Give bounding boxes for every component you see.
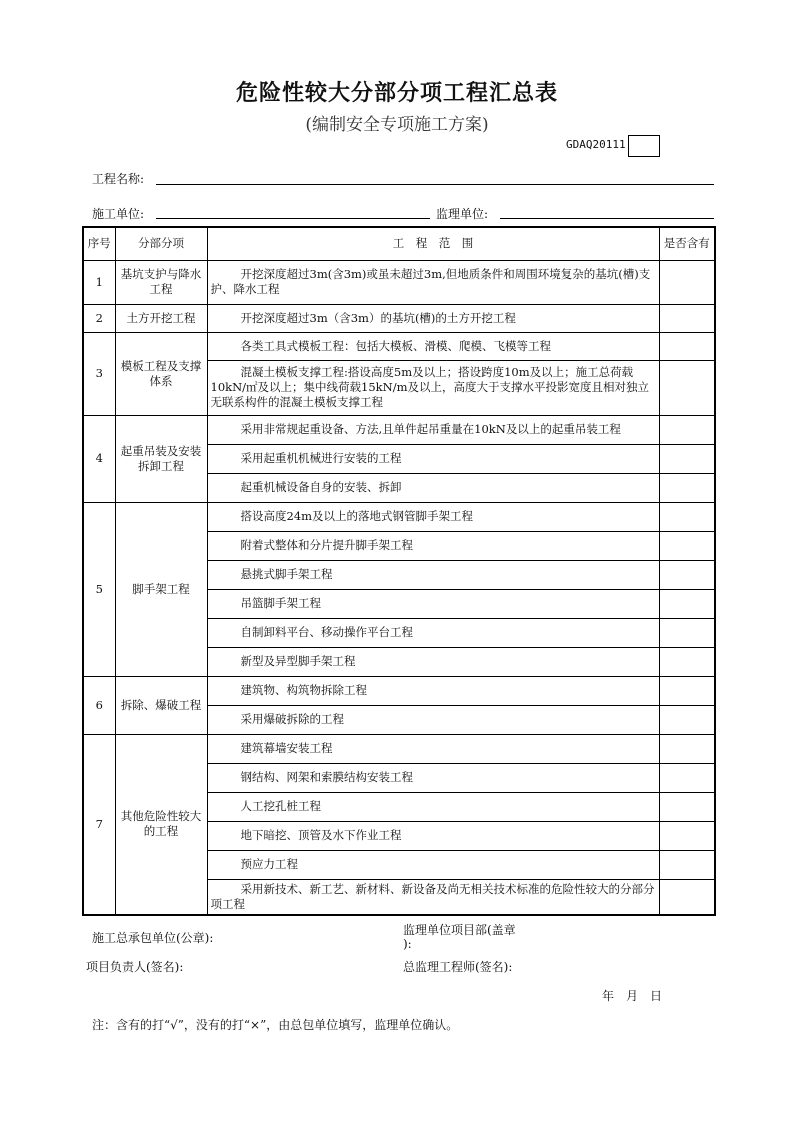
row-seq: 5 bbox=[83, 502, 115, 676]
row-scope: 采用起重机机械进行安装的工程 bbox=[207, 444, 659, 473]
row-scope: 附着式整体和分片提升脚手架工程 bbox=[207, 531, 659, 560]
included-checkbox-cell[interactable] bbox=[659, 676, 715, 705]
row-scope: 搭设高度24m及以上的落地式钢管脚手架工程 bbox=[207, 502, 659, 531]
row-seq: 6 bbox=[83, 676, 115, 734]
included-checkbox-cell[interactable] bbox=[659, 473, 715, 502]
row-category: 起重吊装及安装拆卸工程 bbox=[115, 415, 207, 502]
project-name-field[interactable] bbox=[156, 184, 714, 185]
included-checkbox-cell[interactable] bbox=[659, 260, 715, 304]
table-row bbox=[83, 260, 715, 304]
row-scope: 采用爆破拆除的工程 bbox=[207, 705, 659, 734]
header-included: 是否含有 bbox=[659, 227, 715, 260]
included-checkbox-cell[interactable] bbox=[659, 821, 715, 850]
row-scope bbox=[207, 360, 659, 415]
included-checkbox-cell[interactable] bbox=[659, 705, 715, 734]
row-scope: 自制卸料平台、移动操作平台工程 bbox=[207, 618, 659, 647]
row-scope: 地下暗挖、顶管及水下作业工程 bbox=[207, 821, 659, 850]
project-name-label: 工程名称: bbox=[92, 172, 145, 186]
row-scope: 吊篮脚手架工程 bbox=[207, 589, 659, 618]
table-row bbox=[83, 304, 715, 332]
row-scope bbox=[207, 260, 659, 304]
supervision-dept-seal-label-1: 监理单位项目部(盖章 bbox=[403, 923, 516, 937]
scope-text: 开挖深度超过3m(含3m)或虽未超过3m,但地质条件和周围环境复杂的基坑(槽)支护、降水工程 bbox=[210, 267, 651, 296]
row-scope: 预应力工程 bbox=[207, 850, 659, 879]
table-row bbox=[83, 734, 715, 763]
included-checkbox-cell[interactable] bbox=[659, 647, 715, 676]
included-checkbox-cell[interactable] bbox=[659, 531, 715, 560]
included-checkbox-cell[interactable] bbox=[659, 560, 715, 589]
included-checkbox-cell[interactable] bbox=[659, 360, 715, 415]
contractor-seal-label: 施工总承包单位(公章): bbox=[92, 931, 214, 945]
header-scope: 工 程 范 围 bbox=[207, 227, 659, 260]
row-scope: 建筑幕墙安装工程 bbox=[207, 734, 659, 763]
row-scope: 采用非常规起重设备、方法,且单件起吊重量在10kN及以上的起重吊装工程 bbox=[207, 415, 659, 444]
included-checkbox-cell[interactable] bbox=[659, 734, 715, 763]
included-checkbox-cell[interactable] bbox=[659, 415, 715, 444]
included-checkbox-cell[interactable] bbox=[659, 589, 715, 618]
hazard-summary-table bbox=[82, 226, 716, 916]
included-checkbox-cell[interactable] bbox=[659, 502, 715, 531]
construction-unit-field[interactable] bbox=[156, 218, 430, 219]
included-checkbox-cell[interactable] bbox=[659, 304, 715, 332]
included-checkbox-cell[interactable] bbox=[659, 763, 715, 792]
row-category: 拆除、爆破工程 bbox=[115, 676, 207, 734]
row-category: 土方开挖工程 bbox=[115, 304, 207, 332]
header-category: 分部分项 bbox=[115, 227, 207, 260]
chief-supervisor-label: 总监理工程师(签名): bbox=[403, 960, 513, 974]
scope-text: 采用新技术、新工艺、新材料、新设备及尚无相关技术标准的危险性较大的分部分项工程 bbox=[210, 881, 655, 911]
included-checkbox-cell[interactable] bbox=[659, 879, 715, 915]
row-category: 基坑支护与降水工程 bbox=[115, 260, 207, 304]
date-label: 年 月 日 bbox=[602, 989, 663, 1003]
row-seq: 7 bbox=[83, 734, 115, 915]
supervision-dept-seal-label-2: ): bbox=[403, 937, 412, 951]
table-row bbox=[83, 502, 715, 531]
row-scope bbox=[207, 879, 659, 915]
row-scope: 各类工具式模板工程：包括大模板、滑模、爬模、飞模等工程 bbox=[207, 332, 659, 360]
form-code-suffix-field[interactable] bbox=[628, 135, 660, 157]
supervision-unit-label: 监理单位: bbox=[436, 207, 489, 221]
page-title: 危险性较大分部分项工程汇总表 bbox=[235, 81, 558, 106]
row-scope: 悬挑式脚手架工程 bbox=[207, 560, 659, 589]
supervision-unit-field[interactable] bbox=[500, 218, 714, 219]
row-scope: 建筑物、构筑物拆除工程 bbox=[207, 676, 659, 705]
row-scope: 新型及异型脚手架工程 bbox=[207, 647, 659, 676]
table-row bbox=[83, 676, 715, 705]
project-manager-label: 项目负责人(签名): bbox=[86, 960, 184, 974]
form-code: GDAQ20111 bbox=[566, 138, 626, 151]
included-checkbox-cell[interactable] bbox=[659, 792, 715, 821]
row-category: 脚手架工程 bbox=[115, 502, 207, 676]
included-checkbox-cell[interactable] bbox=[659, 850, 715, 879]
page-subtitle: (编制安全专项施工方案) bbox=[305, 115, 489, 135]
row-scope: 钢结构、网架和索膜结构安装工程 bbox=[207, 763, 659, 792]
row-scope: 起重机械设备自身的安装、拆卸 bbox=[207, 473, 659, 502]
row-seq: 2 bbox=[83, 304, 115, 332]
row-scope: 人工挖孔桩工程 bbox=[207, 792, 659, 821]
included-checkbox-cell[interactable] bbox=[659, 444, 715, 473]
footnote: 注：含有的打“√”，没有的打“×”，由总包单位填写，监理单位确认。 bbox=[92, 1018, 459, 1032]
table-row bbox=[83, 415, 715, 444]
row-seq: 1 bbox=[83, 260, 115, 304]
included-checkbox-cell[interactable] bbox=[659, 332, 715, 360]
row-seq: 3 bbox=[83, 332, 115, 415]
row-seq: 4 bbox=[83, 415, 115, 502]
row-category: 其他危险性较大的工程 bbox=[115, 734, 207, 915]
row-scope: 开挖深度超过3m（含3m）的基坑(槽)的土方开挖工程 bbox=[207, 304, 659, 332]
row-category: 模板工程及支撑体系 bbox=[115, 332, 207, 415]
table-row bbox=[83, 332, 715, 360]
table-header-row bbox=[83, 227, 715, 260]
header-seq: 序号 bbox=[83, 227, 115, 260]
scope-text: 混凝土模板支撑工程:搭设高度5m及以上；搭设跨度10m及以上；施工总荷载10kN/㎡及以上；集中线荷载15kN/m及以上，高度大于支撑水平投影宽度且相对独立无联系构件的混凝土模板支撑工程 bbox=[210, 365, 649, 409]
construction-unit-label: 施工单位: bbox=[92, 207, 145, 221]
included-checkbox-cell[interactable] bbox=[659, 618, 715, 647]
